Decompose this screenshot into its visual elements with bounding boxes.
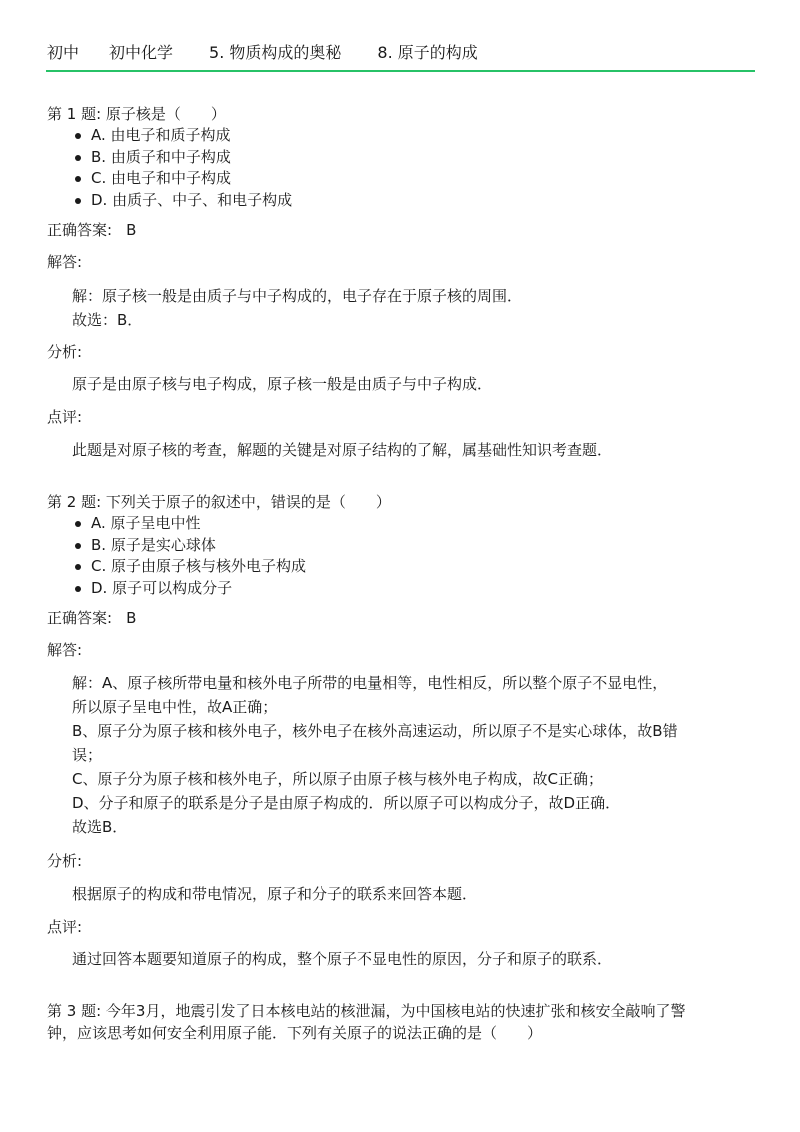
answer-label: 正确答案: [47, 609, 113, 627]
analysis-text: 原子是由原子核与电子构成，原子核一般是由质子与中子构成． [72, 375, 493, 393]
question-stem: 第 1 题: 原子核是（ ） [47, 105, 226, 123]
solution-text [72, 284, 732, 332]
solution-line: 解：原子核一般是由质子与中子构成的，电子存在于原子核的周围． [72, 287, 523, 305]
answer-value: B [126, 221, 137, 239]
comment-text: 通过回答本题要知道原子的构成，整个原子不显电性的原因，分子和原子的联系． [72, 950, 613, 968]
option-c: C. 由电子和中子构成 [47, 168, 747, 190]
solution-line: 故选：B． [72, 311, 143, 329]
solution-line: C、原子分为原子核和核外电子，所以原子由原子核与核外电子构成，故C正确； [72, 770, 603, 788]
breadcrumb-item-level[interactable]: 初中 [47, 42, 80, 62]
analysis-label: 分析: [47, 852, 83, 870]
solution-text [72, 671, 732, 839]
question-stem-line: 第 3 题: 今年3月，地震引发了日本核电站的核泄漏，为中国核电站的快速扩张和核安全敲响了警 [47, 1002, 686, 1020]
solution-line: 解：A、原子核所带电量和核外电子所带的电量相等，电性相反，所以整个原子不显电性， [72, 674, 668, 692]
option-a: A. 由电子和质子构成 [47, 125, 747, 147]
option-a: A. 原子呈电中性 [47, 513, 747, 535]
solution-line: 误； [72, 746, 103, 764]
solution-label: 解答: [47, 253, 83, 271]
comment-label: 点评: [47, 408, 83, 426]
option-d: D. 由质子、中子、和电子构成 [47, 190, 747, 212]
option-b: B. 原子是实心球体 [47, 535, 747, 557]
analysis-text: 根据原子的构成和带电情况，原子和分子的联系来回答本题． [72, 885, 478, 903]
option-d: D. 原子可以构成分子 [47, 578, 747, 600]
answer-label: 正确答案: [47, 221, 113, 239]
option-c: C. 原子由原子核与核外电子构成 [47, 556, 747, 578]
answer-value: B [126, 609, 137, 627]
breadcrumb [47, 38, 478, 64]
answer-row [47, 219, 136, 241]
comment-text: 此题是对原子核的考查，解题的关键是对原子结构的了解，属基础性知识考查题． [72, 441, 613, 459]
breadcrumb-item-section[interactable]: 8. 原子的构成 [377, 42, 478, 62]
breadcrumb-item-subject[interactable]: 初中化学 [109, 42, 174, 62]
question-stem: 第 2 题: 下列关于原子的叙述中，错误的是（ ） [47, 493, 391, 511]
question-3 [47, 1000, 747, 1044]
header-divider [46, 70, 755, 72]
solution-line: B、原子分为原子核和核外电子，核外电子在核外高速运动，所以原子不是实心球体，故B错 [72, 722, 678, 740]
option-list [47, 513, 747, 599]
option-list [47, 125, 747, 211]
question-2 [47, 491, 747, 599]
comment-label: 点评: [47, 918, 83, 936]
option-b: B. 由质子和中子构成 [47, 147, 747, 169]
breadcrumb-item-chapter[interactable]: 5. 物质构成的奥秘 [209, 42, 342, 62]
solution-line: 所以原子呈电中性，故A正确； [72, 698, 278, 716]
question-stem-line: 钟，应该思考如何安全利用原子能．下列有关原子的说法正确的是（ ） [47, 1024, 543, 1042]
solution-label: 解答: [47, 641, 83, 659]
solution-line: D、分子和原子的联系是分子是由原子构成的．所以原子可以构成分子，故D正确． [72, 794, 621, 812]
analysis-label: 分析: [47, 343, 83, 361]
solution-line: 故选B． [72, 818, 128, 836]
answer-row [47, 607, 136, 629]
question-1 [47, 103, 747, 211]
